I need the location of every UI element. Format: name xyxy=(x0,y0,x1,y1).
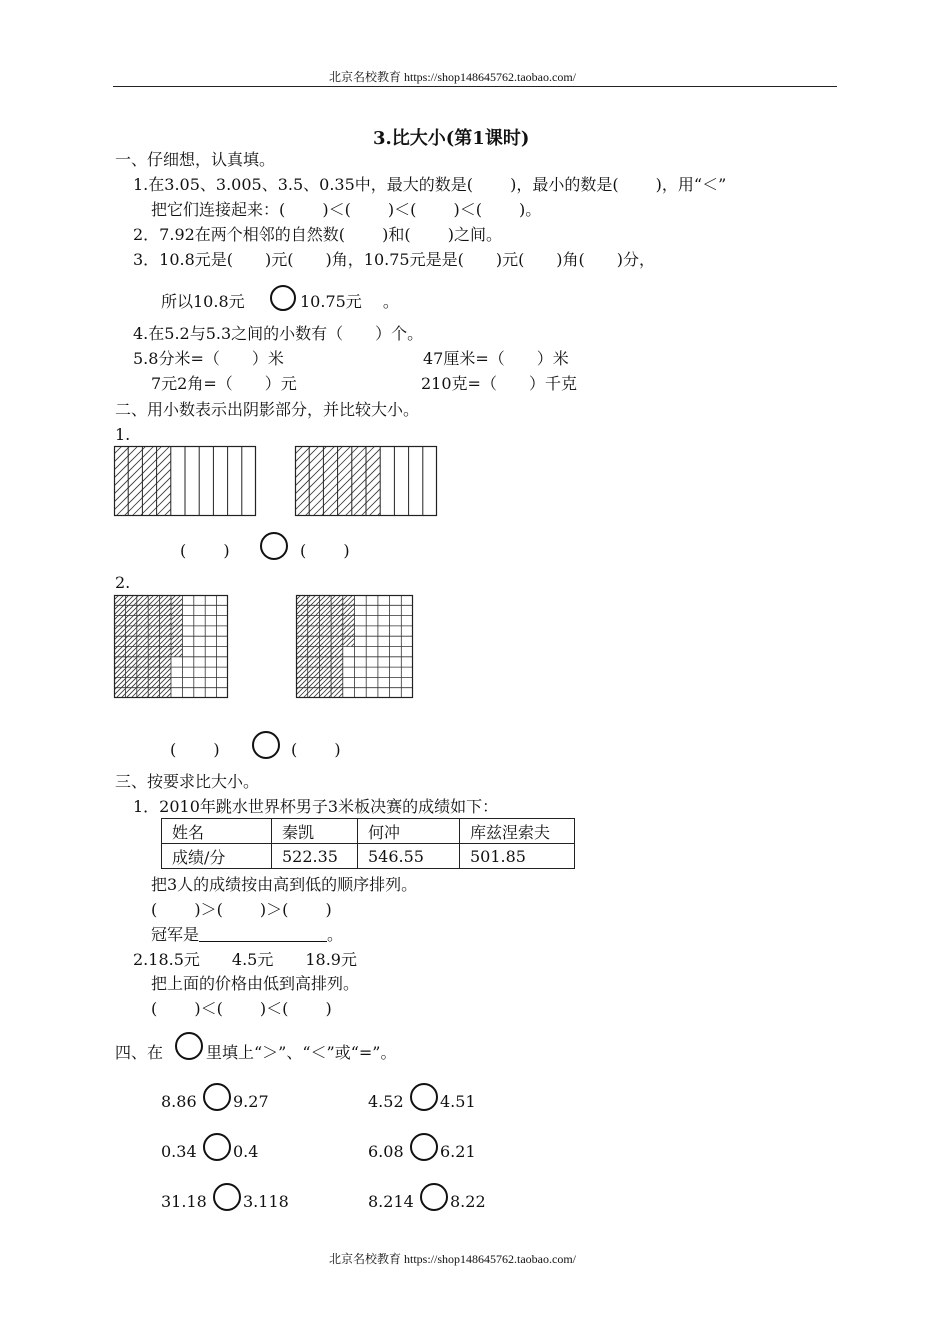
compare-b: 0.4 xyxy=(233,1142,259,1161)
table-cell: 库兹涅索夫 xyxy=(460,819,575,844)
compare-b: 6.21 xyxy=(440,1142,476,1161)
hatch-line xyxy=(26,595,129,698)
q5-item-4: 210克=（ ）千克 xyxy=(421,374,577,393)
table-cell: 501.85 xyxy=(460,844,575,869)
shaded-region xyxy=(44,446,242,516)
q5-item-1: 5.8分米=（ ）米 xyxy=(133,349,284,368)
s3-q1-instruction: 把3人的成绩按由高到低的顺序排列。 xyxy=(151,875,418,894)
p1-blank-left: ( ) xyxy=(180,541,230,560)
compare-a: 6.08 xyxy=(368,1142,404,1161)
section-1-heading: 一、仔细想，认真填。 xyxy=(115,150,276,169)
compare-b: 9.27 xyxy=(233,1092,269,1111)
hatch-line xyxy=(52,446,122,516)
compare-circle[interactable] xyxy=(410,1133,438,1161)
hatch-line xyxy=(321,595,373,647)
problem-1-label: 1. xyxy=(115,425,131,444)
compare-circle[interactable] xyxy=(252,731,280,759)
hatch-line xyxy=(44,446,114,516)
compare-a: 0.34 xyxy=(161,1142,197,1161)
section-4-heading-a: 四、在 xyxy=(115,1043,164,1062)
compare-a: 4.52 xyxy=(368,1092,404,1111)
hatch-line xyxy=(21,595,124,698)
table-cell: 姓名 xyxy=(162,819,272,844)
table-cell: 秦凯 xyxy=(272,819,358,844)
s3-q2-instruction: 把上面的价格由低到高排列。 xyxy=(151,974,360,993)
compare-circle[interactable] xyxy=(260,532,288,560)
hatch-line xyxy=(336,595,388,647)
q3-line-2-b: 10.75元 。 xyxy=(300,292,399,311)
hatch-line xyxy=(385,446,455,516)
q3-line-1: 3．10.8元是( )元( )角，10.75元是是( )元( )角( )分， xyxy=(133,250,656,269)
shaded-region xyxy=(225,446,455,516)
grid-figure-left xyxy=(114,595,229,699)
compare-a: 8.214 xyxy=(368,1192,414,1211)
section-2-heading: 二、用小数表示出阴影部分，并比较大小。 xyxy=(115,400,420,419)
hatch-line xyxy=(351,595,403,647)
hatch-line xyxy=(346,595,398,647)
q5-item-3: 7元2角=（ ）元 xyxy=(151,374,297,393)
section-4-heading-b: 里填上“＞”、“＜”或“=”。 xyxy=(206,1043,397,1062)
hatch-line xyxy=(11,595,114,698)
q2-line: 2．7.92在两个相邻的自然数( )和( )之间。 xyxy=(133,225,502,244)
s3-q1-order: ( )＞( )＞( ) xyxy=(151,900,332,919)
section-3-heading: 三、按要求比大小。 xyxy=(115,772,260,791)
compare-b: 8.22 xyxy=(450,1192,486,1211)
q1-line-1: 1.在3.05、3.005、3.5、0.35中，最大的数是( )，最小的数是( )，用“＜” xyxy=(133,175,727,194)
q3-line-2-a: 所以10.8元 xyxy=(161,292,245,311)
compare-b: 3.118 xyxy=(243,1192,289,1211)
s3-q2-prices: 2.18.5元 4.5元 18.9元 xyxy=(133,950,357,969)
p1-blank-right: ( ) xyxy=(300,541,350,560)
page-title: 3.比大小(第1课时) xyxy=(373,128,530,149)
circle-icon xyxy=(175,1032,203,1060)
table-cell: 522.35 xyxy=(272,844,358,869)
s3-q2-order: ( )＜( )＜( ) xyxy=(151,999,332,1018)
q4-line: 4.在5.2与5.3之间的小数有（ ）个。 xyxy=(133,324,424,343)
score-table xyxy=(161,818,575,869)
compare-circle[interactable] xyxy=(420,1183,448,1211)
table-row xyxy=(162,819,575,844)
header-rule xyxy=(113,86,837,87)
champion-label: 冠军是 xyxy=(151,925,200,944)
q1-line-2: 把它们连接起来：( )＜( )＜( )＜( )。 xyxy=(151,200,542,219)
p2-blank-left: ( ) xyxy=(170,740,220,759)
compare-b: 4.51 xyxy=(440,1092,476,1111)
hatch-line xyxy=(356,595,408,647)
hatch-line xyxy=(16,595,119,698)
s3-q1-intro: 1．2010年跳水世界杯男子3米板决赛的成绩如下： xyxy=(133,797,499,816)
compare-a: 31.18 xyxy=(161,1192,207,1211)
compare-circle[interactable] xyxy=(213,1183,241,1211)
compare-a: 8.86 xyxy=(161,1092,197,1111)
hatch-line xyxy=(331,595,383,647)
compare-circle[interactable] xyxy=(203,1083,231,1111)
table-row xyxy=(162,844,575,869)
hatch-line xyxy=(172,446,242,516)
page-footer: 北京名校教育 https://shop148645762.taobao.com/ xyxy=(329,1252,576,1266)
page-header: 北京名校教育 https://shop148645762.taobao.com/ xyxy=(329,70,576,84)
table-cell: 546.55 xyxy=(358,844,460,869)
s3-champion-line xyxy=(151,925,343,945)
strip-figure-left xyxy=(114,446,257,517)
problem-2-label: 2. xyxy=(115,573,131,592)
hatch-line xyxy=(326,595,378,647)
strip-figure-right xyxy=(295,446,438,517)
hatch-line xyxy=(341,595,393,647)
answer-line[interactable] xyxy=(199,927,327,942)
grid-figure-right xyxy=(296,595,414,699)
p2-blank-right: ( ) xyxy=(291,740,341,759)
table-cell: 成绩/分 xyxy=(162,844,272,869)
table-cell: 何冲 xyxy=(358,819,460,844)
q5-item-2: 47厘米=（ ）米 xyxy=(423,349,569,368)
compare-circle[interactable] xyxy=(203,1133,231,1161)
compare-circle[interactable] xyxy=(270,285,296,311)
champion-end: 。 xyxy=(327,925,344,944)
compare-circle[interactable] xyxy=(410,1083,438,1111)
